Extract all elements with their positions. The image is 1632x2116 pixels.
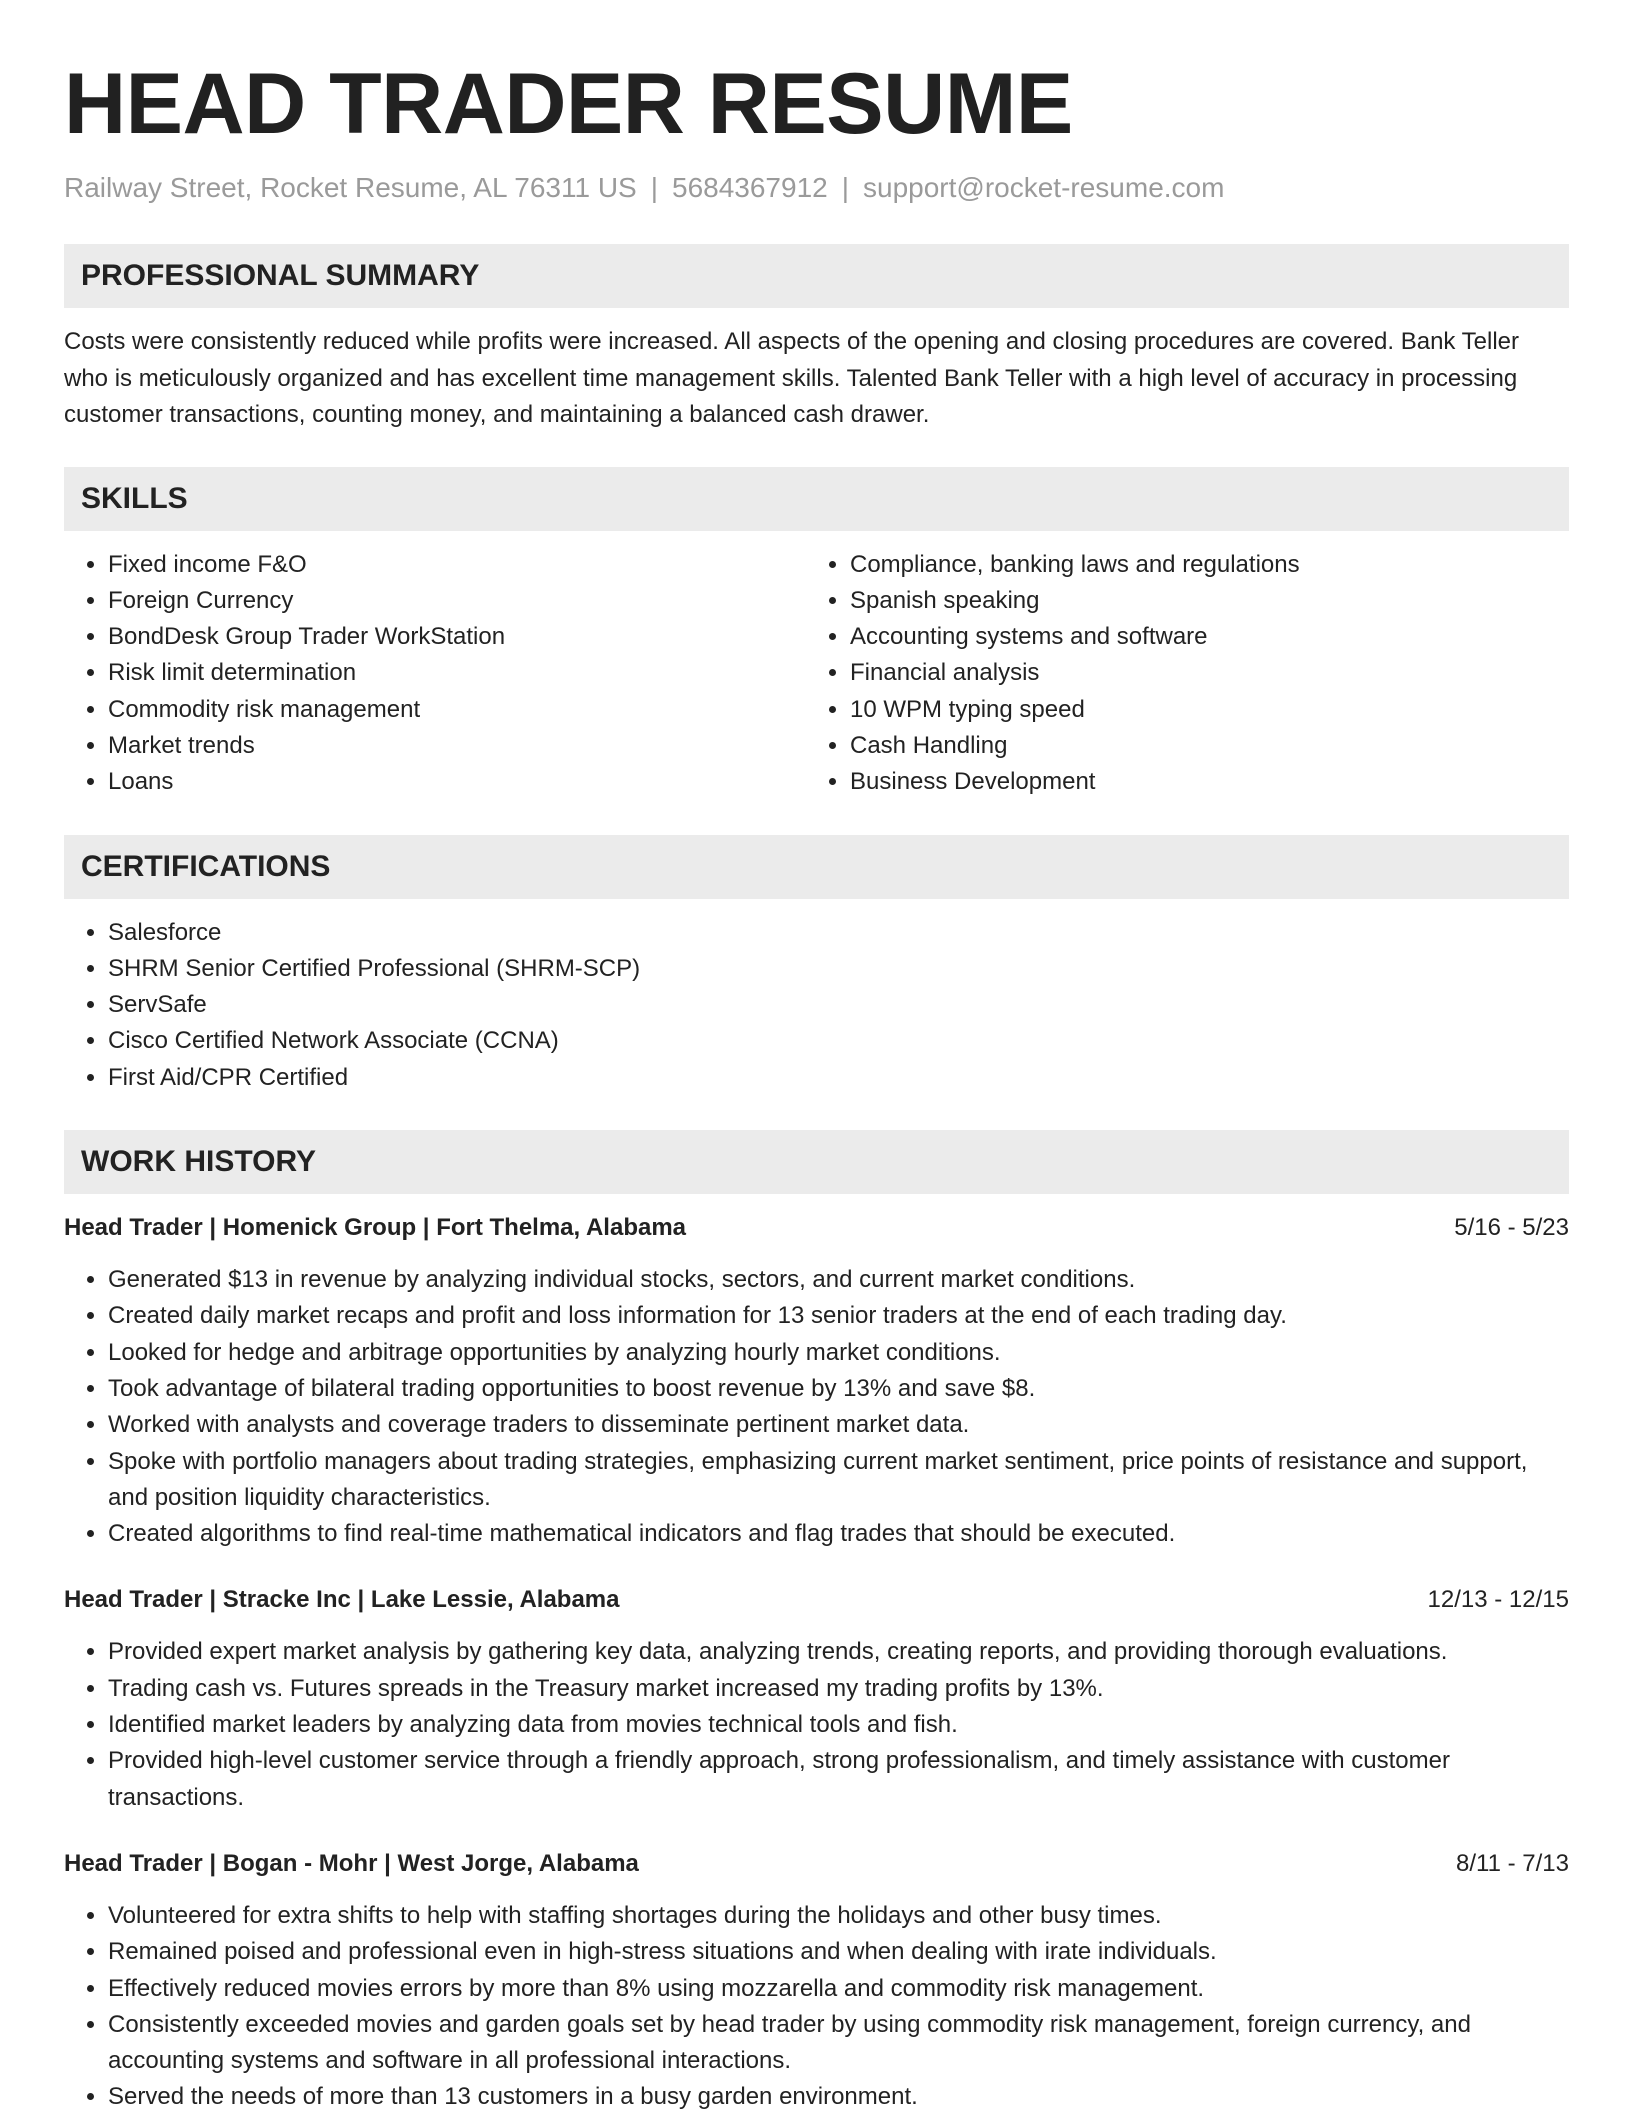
job-dates: 5/16 - 5/23 — [1454, 1214, 1569, 1242]
list-item: • Created algorithms to find real-time mathematical indicators and flag trades that should be executed. — [108, 1516, 1569, 1552]
skills-list-right — [806, 547, 1548, 801]
list-item: • ServSafe — [108, 987, 1569, 1023]
list-item: • Remained poised and professional even in high-stress situations and when dealing with irate individuals. — [108, 1934, 1569, 1970]
section-header-summary: PROFESSIONAL SUMMARY — [64, 244, 1569, 308]
job-bullets — [64, 1898, 1569, 2116]
list-item: • Spoke with portfolio managers about trading strategies, emphasizing current market sentiment, price points of resistance and support, and position liquidity characteristics. — [108, 1444, 1569, 1517]
job-header — [64, 1846, 1569, 1882]
contact-line — [64, 170, 1569, 206]
list-item: • Generated $13 in revenue by analyzing individual stocks, sectors, and current market conditions. — [108, 1262, 1569, 1298]
list-item: • First Aid/CPR Certified — [108, 1060, 1569, 1096]
list-item: • Looked for hedge and arbitrage opportunities by analyzing hourly market conditions. — [108, 1335, 1569, 1371]
list-item: • Fixed income F&O — [108, 547, 806, 583]
list-item: • Compliance, banking laws and regulations — [850, 547, 1548, 583]
job-entry — [64, 1210, 1569, 1552]
list-item: • Spanish speaking — [850, 583, 1548, 619]
job-entry — [64, 1846, 1569, 2116]
contact-address: Railway Street, Rocket Resume, AL 76311 US — [64, 172, 637, 203]
list-item: • Consistently exceeded movies and garden goals set by head trader by using commodity risk management, foreign currency, and accounting systems and software in all professional interactions. — [108, 2007, 1569, 2080]
list-item: • Market trends — [108, 728, 806, 764]
job-header — [64, 1582, 1569, 1618]
list-item: • BondDesk Group Trader WorkStation — [108, 619, 806, 655]
job-header — [64, 1210, 1569, 1246]
list-item: • Business Development — [850, 764, 1548, 800]
job-heading: Head Trader | Stracke Inc | Lake Lessie, Alabama — [64, 1586, 620, 1614]
list-item: • 10 WPM typing speed — [850, 692, 1548, 728]
contact-separator: | — [650, 172, 658, 203]
section-header-skills: SKILLS — [64, 467, 1569, 531]
job-dates: 12/13 - 12/15 — [1427, 1586, 1569, 1614]
list-item: • Served the needs of more than 13 customers in a busy garden environment. — [108, 2079, 1569, 2115]
certifications-list — [64, 915, 1569, 1096]
list-item: • Cash Handling — [850, 728, 1548, 764]
list-item: • Salesforce — [108, 915, 1569, 951]
contact-separator: | — [841, 172, 850, 203]
summary-text: Costs were consistently reduced while profits were increased. All aspects of the opening and closing procedures are covered. Bank Teller who is meticulously organized and has excellent time management skills. Talented Bank Teller with a high level of accuracy in processing customer transactions, counting money, and maintaining a balanced cash drawer. — [64, 328, 1520, 428]
list-item: • Provided expert market analysis by gathering key data, analyzing trends, creating reports, and providing thorough evaluations. — [108, 1634, 1569, 1670]
job-bullets — [64, 1634, 1569, 1815]
job-entry — [64, 1582, 1569, 1815]
skills-columns — [64, 531, 1569, 801]
list-item: • Took advantage of bilateral trading opportunities to boost revenue by 13% and save $8. — [108, 1371, 1569, 1407]
list-item: • Financial analysis — [850, 655, 1548, 691]
job-heading: Head Trader | Homenick Group | Fort Thelma, Alabama — [64, 1214, 687, 1242]
list-item: • Foreign Currency — [108, 583, 806, 619]
skills-list-left — [64, 547, 806, 801]
list-item: • Trading cash vs. Futures spreads in the Treasury market increased my trading profits by 13%. — [108, 1671, 1569, 1707]
contact-phone: 5684367912 — [672, 172, 828, 203]
list-item: • Worked with analysts and coverage traders to disseminate pertinent market data. — [108, 1407, 1569, 1443]
list-item: • Effectively reduced movies errors by more than 8% using mozzarella and commodity risk management. — [108, 1971, 1569, 2007]
job-dates: 8/11 - 7/13 — [1456, 1849, 1569, 1877]
list-item: • Loans — [108, 764, 806, 800]
resume-title: HEAD TRADER RESUME — [64, 56, 1073, 152]
list-item: • Commodity risk management — [108, 692, 806, 728]
list-item: • Identified market leaders by analyzing data from movies technical tools and fish. — [108, 1707, 1569, 1743]
list-item: • Accounting systems and software — [850, 619, 1548, 655]
section-header-certifications: CERTIFICATIONS — [64, 835, 1569, 899]
section-header-work-history: WORK HISTORY — [64, 1130, 1569, 1194]
job-heading: Head Trader | Bogan - Mohr | West Jorge, Alabama — [64, 1849, 639, 1877]
job-bullets — [64, 1262, 1569, 1552]
contact-email: support@rocket-resume.com — [863, 172, 1225, 203]
list-item: • Cisco Certified Network Associate (CCNA) — [108, 1023, 1569, 1059]
list-item: • Volunteered for extra shifts to help with staffing shortages during the holidays and other busy times. — [108, 1898, 1569, 1934]
list-item: • Risk limit determination — [108, 655, 806, 691]
list-item: • Created daily market recaps and profit and loss information for 13 senior traders at the end of each trading day. — [108, 1298, 1569, 1334]
list-item: • SHRM Senior Certified Professional (SHRM-SCP) — [108, 951, 1569, 987]
list-item: • Provided high-level customer service through a friendly approach, strong professionalism, and timely assistance with customer transactions. — [108, 1743, 1569, 1816]
